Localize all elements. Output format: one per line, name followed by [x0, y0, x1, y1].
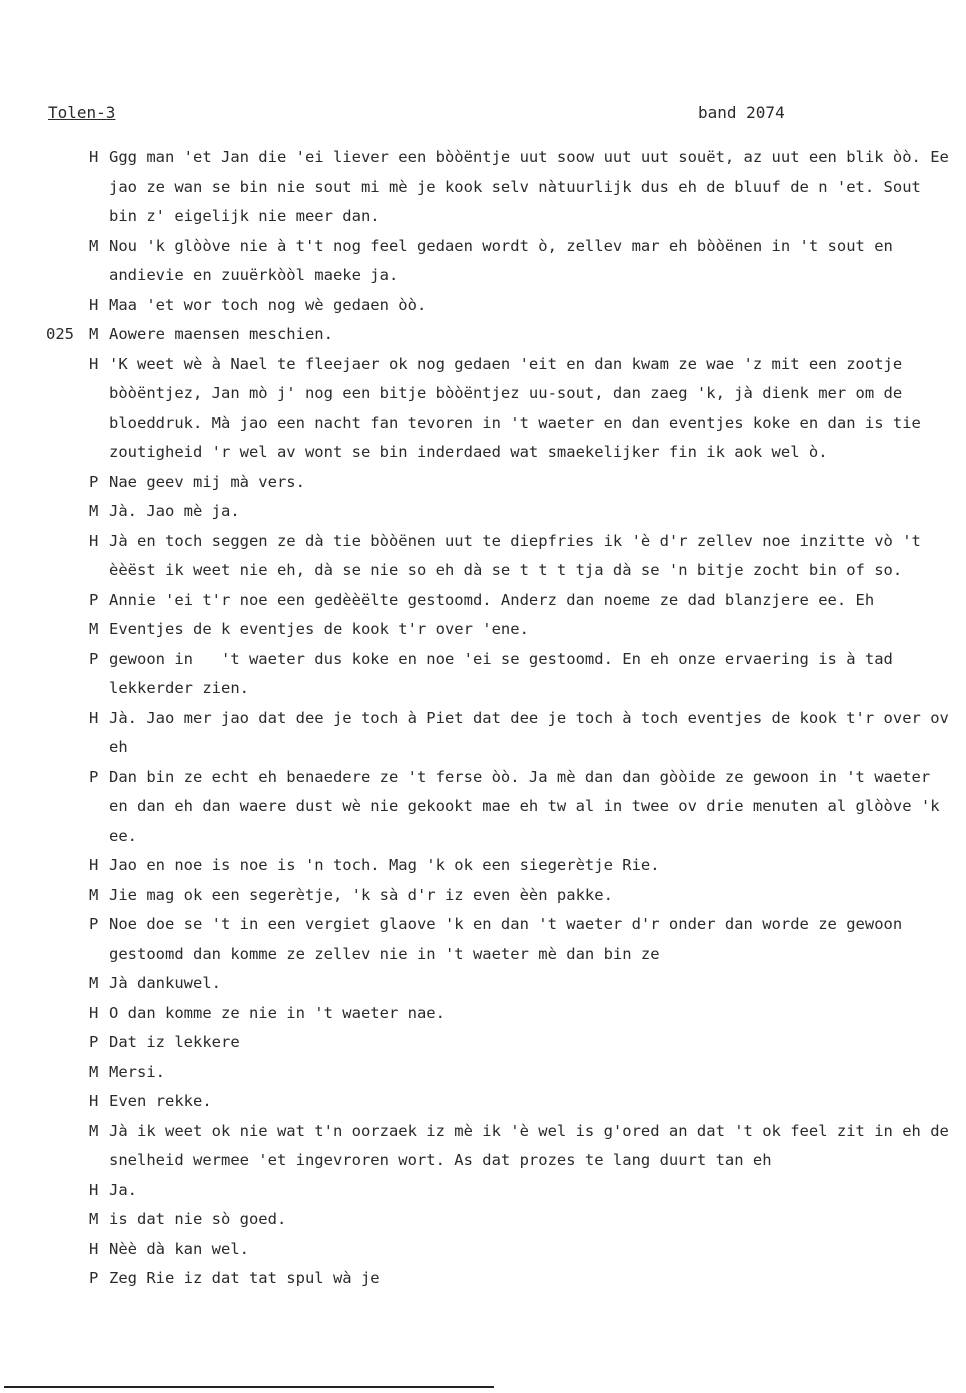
speaker-label: M [89, 885, 99, 904]
transcript-line [0, 910, 966, 969]
utterance-text: Ja. [109, 1180, 137, 1199]
transcript-line [0, 497, 966, 527]
utterance-text: Nou 'k glòòve nie à t't nog feel gedaen wordt ò, zellev mar eh bòòënen in 't sout en andievie en zuuërkòòl maeke ja. [109, 236, 903, 284]
transcript-line [0, 527, 966, 586]
transcript-line [0, 851, 966, 881]
utterance-text: Jao en noe is noe is 'n toch. Mag 'k ok een siegerètje Rie. [109, 856, 660, 874]
speaker-label: H [89, 1003, 99, 1022]
speaker-label: M [89, 236, 99, 255]
speaker-label: P [89, 1269, 99, 1287]
footer-rule [4, 1386, 494, 1388]
transcript-line [0, 969, 966, 999]
utterance-text: Jà. Jao mè ja. [109, 502, 240, 520]
transcript-line [0, 1028, 966, 1058]
speaker-label: H [89, 1092, 99, 1110]
band-number: band 2074 [698, 103, 785, 122]
utterance-text: Eventjes de k eventjes de kook t'r over 'ene. [109, 620, 529, 638]
utterance-text: Jà ik weet ok nie wat t'n oorzaek iz mè ik 'è wel is g'ored an dat 't ok feel zit in eh de snelheid wermee 'et ingevroren wort. As dat prozes te lang duurt tan eh [109, 1121, 959, 1169]
utterance-text: Ggg man 'et Jan die 'ei liever een bòòëntje uut soow uut uut souët, az uut een blik òò. Ee jao ze wan se bin nie sout mi mè je kook selv nàtuurlijk dus eh de bluuf de n 'et. Sout bin z' eigelijk nie meer dan. [109, 148, 959, 225]
speaker-label: H [89, 531, 99, 550]
transcript-line [0, 1117, 966, 1176]
speaker-label: M [89, 502, 99, 520]
document-title: Tolen-3 [48, 103, 116, 122]
transcript-line [0, 1264, 966, 1294]
speaker-label: M [89, 974, 99, 992]
utterance-text: Jà dankuwel. [109, 974, 221, 992]
speaker-label: P [89, 767, 99, 786]
utterance-text: Aowere maensen meschien. [109, 325, 333, 343]
transcript-line [0, 645, 966, 704]
line-number: 025 [46, 325, 74, 343]
transcript [0, 143, 966, 1294]
utterance-text: Noe doe se 't in een vergiet glaove 'k en dan 't waeter d'r onder dan worde ze gewoon gestoomd dan komme ze zellev nie in 't waeter mè dan bin ze [109, 915, 912, 963]
transcript-line [0, 350, 966, 468]
transcript-line [0, 1058, 966, 1088]
transcript-line [0, 615, 966, 645]
transcript-line [0, 291, 966, 321]
utterance-text: Nae geev mij mà vers. [109, 472, 305, 491]
speaker-label: H [89, 1180, 99, 1199]
speaker-label: M [89, 325, 99, 343]
transcript-line [0, 1235, 966, 1265]
transcript-line [0, 999, 966, 1029]
speaker-label: H [89, 354, 99, 373]
transcript-line [0, 143, 966, 232]
utterance-text: Jà en toch seggen ze dà tie bòòënen uut te diepfries ik 'è d'r zellev noe inzitte vò 't èèëst ik weet nie eh, dà se nie so eh dà se t t t tja dà se 'n bitje zocht bin of so. [109, 531, 931, 579]
transcript-line [0, 1176, 966, 1206]
transcript-line [0, 881, 966, 911]
utterance-text: Dat iz lekkere [109, 1033, 240, 1051]
speaker-label: M [89, 1062, 99, 1081]
transcript-line [0, 1087, 966, 1117]
utterance-text: Annie 'ei t'r noe een gedèèëlte gestoomd. Anderz dan noeme ze dad blanzjere ee. Eh [109, 590, 875, 609]
speaker-label: P [89, 590, 99, 609]
utterance-text: Mersi. [109, 1062, 165, 1081]
speaker-label: M [89, 1210, 99, 1228]
speaker-label: P [89, 1033, 99, 1051]
speaker-label: P [89, 472, 99, 491]
utterance-text: Dan bin ze echt eh benaedere ze 't ferse òò. Ja mè dan dan gòòide ze gewoon in 't waeter en dan eh dan waere dust wè nie gekookt mae eh tw al in twee ov drie menuten al glòòve 'k ee. [109, 767, 949, 845]
transcript-line [0, 468, 966, 498]
transcript-line [0, 1205, 966, 1235]
utterance-text: Jie mag ok een segerètje, 'k sà d'r iz even èèn pakke. [109, 885, 613, 904]
transcript-line [0, 763, 966, 852]
speaker-label: H [89, 1239, 99, 1258]
speaker-label: H [89, 148, 99, 166]
speaker-label: H [89, 295, 99, 314]
speaker-label: H [89, 856, 99, 874]
speaker-label: P [89, 915, 99, 933]
transcript-line [0, 320, 966, 350]
utterance-text: Jà. Jao mer jao dat dee je toch à Piet dat dee je toch à toch eventjes de kook t'r over ov eh [109, 708, 959, 756]
utterance-text: is dat nie sò goed. [109, 1210, 287, 1228]
utterance-text: 'K weet wè à Nael te fleejaer ok nog gedaen 'eit en dan kwam ze wae 'z mit een zootje bòòëntjez, Jan mò j' nog een bitje bòòëntjez uu-sout, dan zaeg 'k, jà dienk mer om de bloeddruk. Mà jao een nacht fan tevoren in 't waeter en dan eventjes koke en dan is tie zoutigheid 'r wel av wont se bin inderdaed wat smaekelijker fin ik aok wel ò. [109, 354, 931, 461]
utterance-text: Maa 'et wor toch nog wè gedaen òò. [109, 295, 427, 314]
speaker-label: H [89, 708, 99, 727]
transcript-line [0, 586, 966, 616]
speaker-label: M [89, 1121, 99, 1140]
utterance-text: Zeg Rie iz dat tat spul wà je [109, 1269, 380, 1287]
speaker-label: M [89, 620, 99, 638]
transcript-line [0, 704, 966, 763]
utterance-text: O dan komme ze nie in 't waeter nae. [109, 1003, 445, 1022]
transcript-line [0, 232, 966, 291]
utterance-text: Nèè dà kan wel. [109, 1239, 249, 1258]
speaker-label: P [89, 649, 99, 668]
utterance-text: Even rekke. [109, 1092, 212, 1110]
utterance-text: gewoon in 't waeter dus koke en noe 'ei se gestoomd. En eh onze ervaering is à tad lekkerder zien. [109, 649, 903, 697]
